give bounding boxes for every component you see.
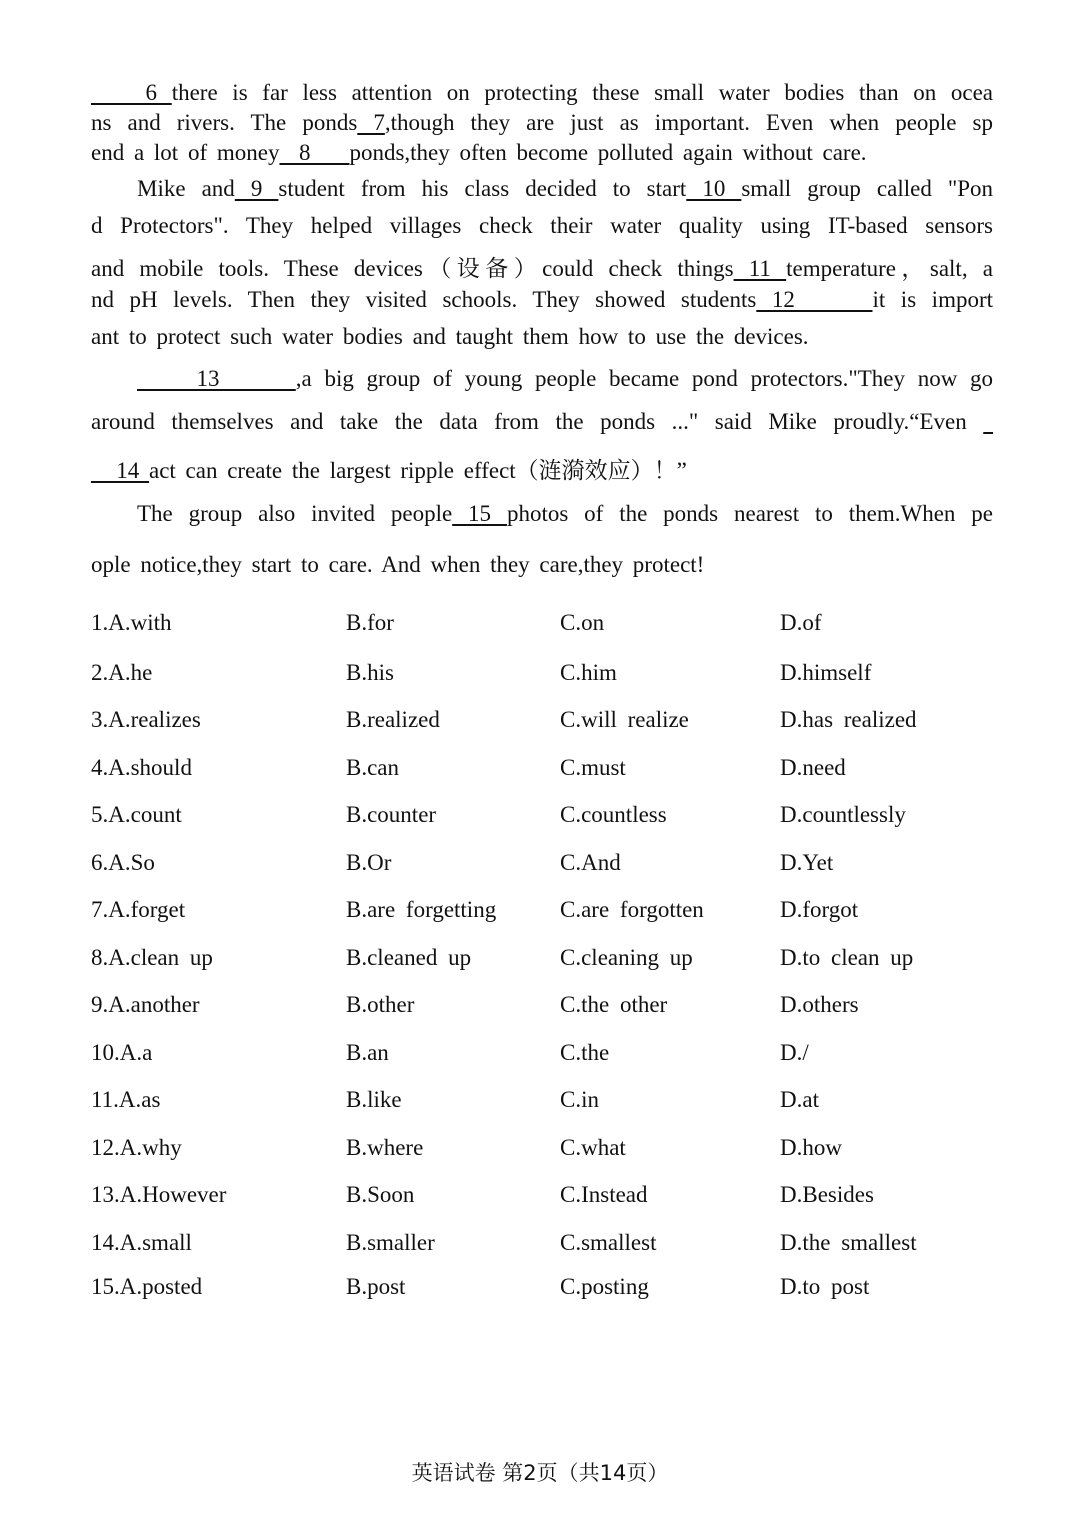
- option-a: 6.A.So: [91, 850, 155, 875]
- option-a: 12.A.why: [91, 1135, 182, 1160]
- answer-blank: 8: [279, 140, 350, 165]
- option-row: [91, 610, 993, 642]
- passage-text: ,though they are just as important. Even when people sp: [384, 110, 994, 135]
- option-c: C.Instead: [560, 1182, 648, 1207]
- option-c: C.the other: [560, 992, 668, 1017]
- page-footer: 英语试卷 第2页（共14页）: [411, 1461, 669, 1485]
- passage-line: [91, 366, 993, 392]
- passage-text: The group also invited people: [137, 501, 453, 526]
- option-b: B.his: [346, 660, 394, 685]
- option-b: B.Soon: [346, 1182, 415, 1207]
- passage-text: around themselves and take the data from the ponds ..." said Mike proudly.“Even: [91, 409, 984, 434]
- option-a: 14.A.small: [91, 1230, 192, 1255]
- option-b: B.Or: [346, 850, 392, 875]
- option-b: B.cleaned up: [346, 945, 472, 970]
- answer-blank: 14: [91, 458, 149, 483]
- passage-text: student from his class decided to start: [278, 176, 687, 201]
- option-b: B.post: [346, 1274, 406, 1299]
- passage-text: ponds,they often become polluted again without care.: [349, 140, 867, 165]
- option-a: 4.A.should: [91, 755, 192, 780]
- option-d: D.to post: [780, 1274, 870, 1299]
- option-d: D.of: [780, 610, 822, 635]
- passage-line: [91, 213, 993, 239]
- option-b: B.where: [346, 1135, 424, 1160]
- option-row: [91, 660, 993, 692]
- option-d: D.at: [780, 1087, 819, 1112]
- option-row: [91, 992, 993, 1024]
- option-row: [91, 1087, 993, 1119]
- option-a: 15.A.posted: [91, 1274, 203, 1299]
- passage-text: act can create the largest ripple effect（涟漪效应）！”: [149, 458, 687, 483]
- option-a: 7.A.forget: [91, 897, 186, 922]
- option-c: C.him: [560, 660, 617, 685]
- option-c: C.countless: [560, 802, 667, 827]
- answer-blank: 11: [733, 256, 787, 281]
- option-d: D.himself: [780, 660, 872, 685]
- answer-blank: 13: [137, 366, 296, 391]
- passage-text: ns and rivers. The ponds: [91, 110, 358, 135]
- option-a: 3.A.realizes: [91, 707, 201, 732]
- option-a: 2.A.he: [91, 660, 153, 685]
- option-a: 13.A.However: [91, 1182, 227, 1207]
- option-d: D.others: [780, 992, 859, 1017]
- option-b: B.an: [346, 1040, 389, 1065]
- passage-text: ,a big group of young people became pond protectors."They now go: [295, 366, 994, 391]
- option-d: D.to clean up: [780, 945, 914, 970]
- option-row: [91, 897, 993, 929]
- passage-line: [91, 176, 993, 202]
- option-row: [91, 1230, 993, 1262]
- passage-text: nd pH levels. Then they visited schools. They showed students: [91, 287, 757, 312]
- passage-text: there is far less attention on protecting these small water bodies than on ocea: [171, 80, 994, 105]
- option-row: [91, 1040, 993, 1072]
- passage-text: ople notice,they start to care. And when they care,they protect!: [91, 552, 705, 577]
- passage-line: [91, 501, 993, 527]
- option-d: D.need: [780, 755, 846, 780]
- option-d: D.the smallest: [780, 1230, 917, 1255]
- passage-text: photos of the ponds nearest to them.When pe: [506, 501, 994, 526]
- passage-text: ant to protect such water bodies and taught them how to use the devices.: [91, 324, 809, 349]
- option-c: C.will realize: [560, 707, 689, 732]
- option-c: C.are forgotten: [560, 897, 704, 922]
- answer-blank: 12: [756, 287, 873, 312]
- option-row: [91, 1182, 993, 1214]
- option-c: C.posting: [560, 1274, 649, 1299]
- passage-line: [91, 287, 993, 313]
- option-row: [91, 755, 993, 787]
- option-b: B.like: [346, 1087, 402, 1112]
- option-row: [91, 1274, 993, 1306]
- answer-blank: 15: [452, 501, 507, 526]
- passage-line: [91, 80, 993, 106]
- option-a: 11.A.as: [91, 1087, 161, 1112]
- passage-text: temperature，salt, a: [786, 256, 993, 281]
- option-b: B.realized: [346, 707, 440, 732]
- option-d: D.Besides: [780, 1182, 874, 1207]
- passage-line: [91, 140, 993, 166]
- passage-text: and mobile tools. These devices（设备）could check things: [91, 256, 734, 281]
- passage-line: [91, 250, 993, 283]
- option-a: 5.A.count: [91, 802, 182, 827]
- passage-text: d Protectors". They helped villages check their water quality using IT-based sensors: [91, 213, 993, 238]
- passage-text: small group called "Pon: [741, 176, 994, 201]
- option-b: B.counter: [346, 802, 437, 827]
- option-d: D.has realized: [780, 707, 917, 732]
- passage-text: end a lot of money: [91, 140, 280, 165]
- option-row: [91, 850, 993, 882]
- option-d: D.countlessly: [780, 802, 906, 827]
- passage-line: [91, 552, 993, 578]
- option-a: 10.A.a: [91, 1040, 153, 1065]
- answer-blank: 9: [234, 176, 279, 201]
- option-b: B.are forgetting: [346, 897, 497, 922]
- passage-line: [91, 409, 993, 435]
- option-b: B.other: [346, 992, 415, 1017]
- answer-blank: 6: [91, 80, 172, 105]
- option-row: [91, 945, 993, 977]
- option-c: C.smallest: [560, 1230, 657, 1255]
- answer-blank: [983, 409, 993, 434]
- option-b: B.can: [346, 755, 400, 780]
- option-d: D.forgot: [780, 897, 859, 922]
- option-row: [91, 802, 993, 834]
- answer-blank: 7: [357, 110, 385, 135]
- option-a: 8.A.clean up: [91, 945, 213, 970]
- option-b: B.smaller: [346, 1230, 435, 1255]
- option-c: C.the: [560, 1040, 610, 1065]
- option-d: D./: [780, 1040, 809, 1065]
- option-a: 1.A.with: [91, 610, 172, 635]
- option-c: C.on: [560, 610, 605, 635]
- option-d: D.Yet: [780, 850, 834, 875]
- option-row: [91, 707, 993, 739]
- option-c: C.in: [560, 1087, 599, 1112]
- option-a: 9.A.another: [91, 992, 200, 1017]
- passage-text: Mike and: [137, 176, 235, 201]
- option-c: C.cleaning up: [560, 945, 693, 970]
- option-row: [91, 1135, 993, 1167]
- option-c: C.And: [560, 850, 621, 875]
- passage-line: [91, 324, 993, 350]
- option-b: B.for: [346, 610, 394, 635]
- option-c: C.must: [560, 755, 626, 780]
- passage-line: [91, 452, 993, 485]
- passage-text: it is import: [872, 287, 994, 312]
- option-d: D.how: [780, 1135, 842, 1160]
- option-c: C.what: [560, 1135, 626, 1160]
- passage-line: [91, 110, 993, 136]
- answer-blank: 10: [686, 176, 742, 201]
